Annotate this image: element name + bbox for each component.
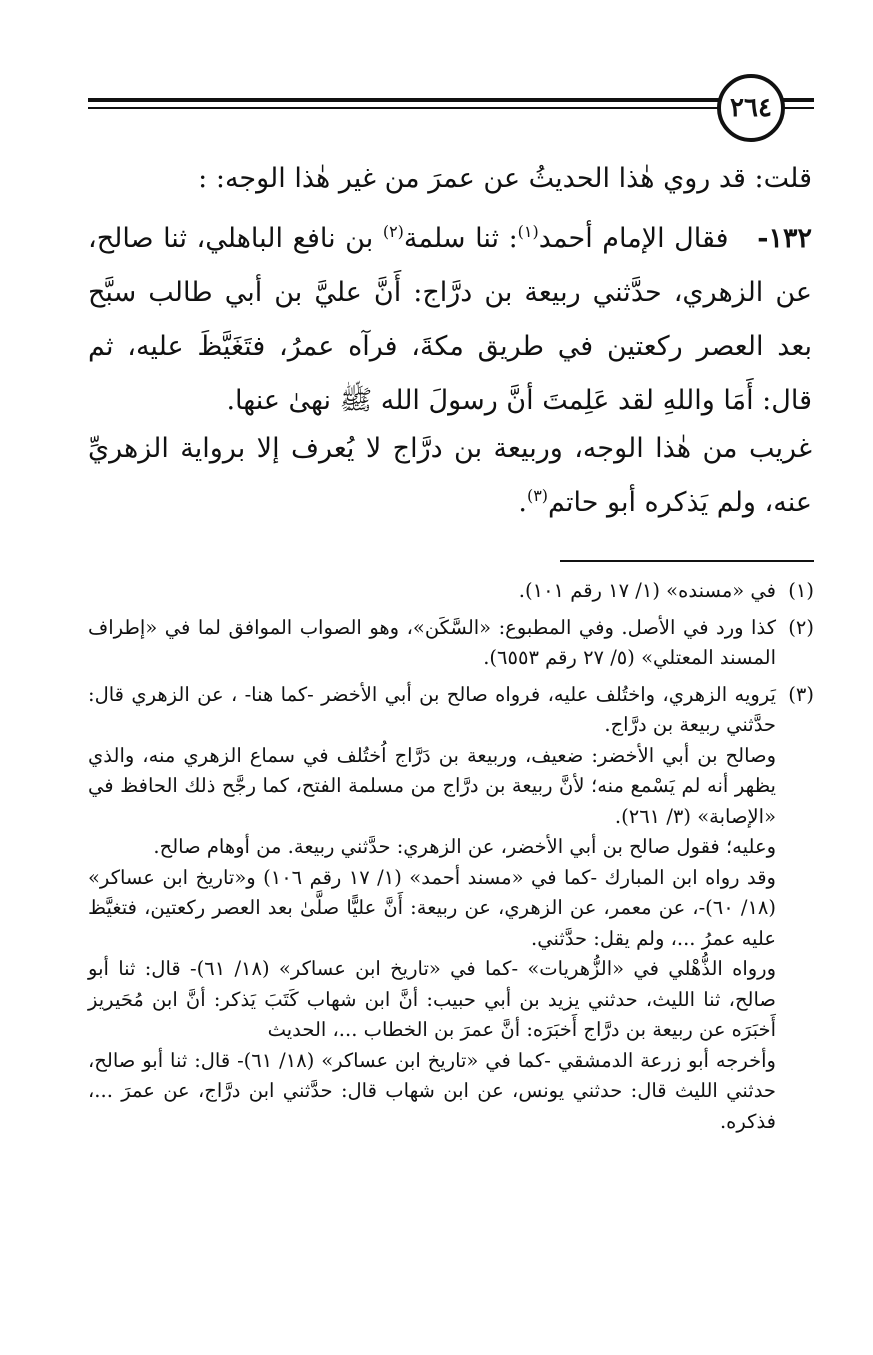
hadith-text-body: بن نافع الباهلي، ثنا صالح، عن الزهري، حدَّثني ربيعة بن درَّاج: أَنَّ عليَّ بن أبي طالب سبَّح بعد العصر ركعتين في طريق مكةَ، فرآه عمرُ، فتَغَيَّظَ عليه، ثم قال: أَمَا واللهِ لقد عَلِمتَ أنَّ رسولَ الله ﷺ نهىٰ عنها. (88, 223, 812, 416)
footnote-paragraph: وصالح بن أبي الأخضر: ضعيف، وربيعة بن دَرَّاج اُختُلف في سماع الزهري منه، والذي يظهر أنه لم يَسْمع منه؛ لأنَّ ربيعة بن درَّاج من مسلمة الفتح، كما رجَّح ذلك الحافظ في «الإصابة» (٣/ ٢٦١). (88, 743, 776, 828)
footnote-separator (560, 560, 814, 562)
comment-end: . (518, 487, 527, 518)
footnote-paragraph: ورواه الذُّهْلي في «الزُّهريات» -كما في «تاريخ ابن عساكر» (١٨/ ٦١)- قال: ثنا أبو صالح، ثنا الليث، حدثني يزيد بن أبي حبيب: أنَّ ابن شهاب كَتَبَ يَذكر: أنَّ ابن مُحَيريز أَخبَرَه عن ربيعة بن درَّاج أَخبَرَه: أنَّ عمرَ بن الخطاب ...، الحديث (88, 957, 776, 1041)
footnotes (88, 576, 814, 1137)
footnote-ref-1[interactable]: (١) (517, 222, 539, 241)
footnote-2 (88, 613, 814, 674)
hadith-number: ١٣٢- (757, 223, 812, 254)
page-number: ٢٦٤ (730, 93, 772, 123)
comment-paragraph (88, 422, 812, 530)
footnote-text (88, 680, 776, 1138)
footnote-ref-3[interactable]: (٣) (526, 486, 549, 505)
header-rule-bottom (88, 107, 814, 109)
hadith-text-start: فقال الإمام أحمد (538, 223, 729, 254)
hadith-text-narrator: : ثنا سلمة (403, 223, 518, 254)
footnote-ref-2[interactable]: (٢) (382, 222, 404, 241)
intro-line: قلت: قد روي هٰذا الحديثُ عن عمرَ من غير هٰذا الوجه: : (198, 163, 812, 194)
header-rule-top (88, 98, 814, 102)
footnote-number: (٢) (788, 615, 814, 639)
comment-text: غريب من هٰذا الوجه، وربيعة بن درَّاج لا يُعرف إلا برواية الزهريِّ عنه، ولم يَذكره أبو حاتم (88, 433, 812, 518)
footnote-3 (88, 680, 814, 1138)
footnote-paragraph: وقد رواه ابن المبارك -كما في «مسند أحمد» (١/ ١٧ رقم ١٠٦) و«تاريخ ابن عساكر» (١٨/ ٦٠)-، عن معمر، عن الزهري، عن ربيعة: أَنَّ عليًّا صلَّىٰ بعد العصر ركعتين، فتغيَّظ عليه عمرُ ...، ولم يقل: حدَّثني. (88, 865, 776, 950)
footnote-text: كذا ورد في الأصل. وفي المطبوع: «السَّكَن»، وهو الصواب الموافق لما في «إطراف المسند المعتلي» (٥/ ٢٧ رقم ٦٥٥٣). (88, 615, 776, 669)
hadith-paragraph (88, 212, 812, 428)
footnote-number: (٣) (788, 682, 814, 706)
page-number-badge (717, 74, 785, 142)
footnote-number: (١) (788, 579, 814, 602)
footnote-text: في «مسنده» (١/ ١٧ رقم ١٠١). (518, 579, 776, 602)
footnote-paragraph: يَرويه الزهري، واختُلف عليه، فرواه صالح بن أبي الأخضر -كما هنا- ، عن الزهري قال: حدَّثني ربيعة بن درَّاج. (88, 682, 776, 736)
footnote-1 (88, 576, 814, 607)
footnote-paragraph: وأخرجه أبو زرعة الدمشقي -كما في «تاريخ ابن عساكر» (١٨/ ٦١)- قال: ثنا أبو صالح، حدثني الليث قال: حدثني يونس، عن ابن شهاب قال: حدَّثني ابن درَّاج، عن عمرَ ...، فذكره. (88, 1048, 776, 1133)
footnote-paragraph: وعليه؛ فقول صالح بن أبي الأخضر، عن الزهري: حدَّثني ربيعة. من أوهام صالح. (153, 835, 776, 858)
